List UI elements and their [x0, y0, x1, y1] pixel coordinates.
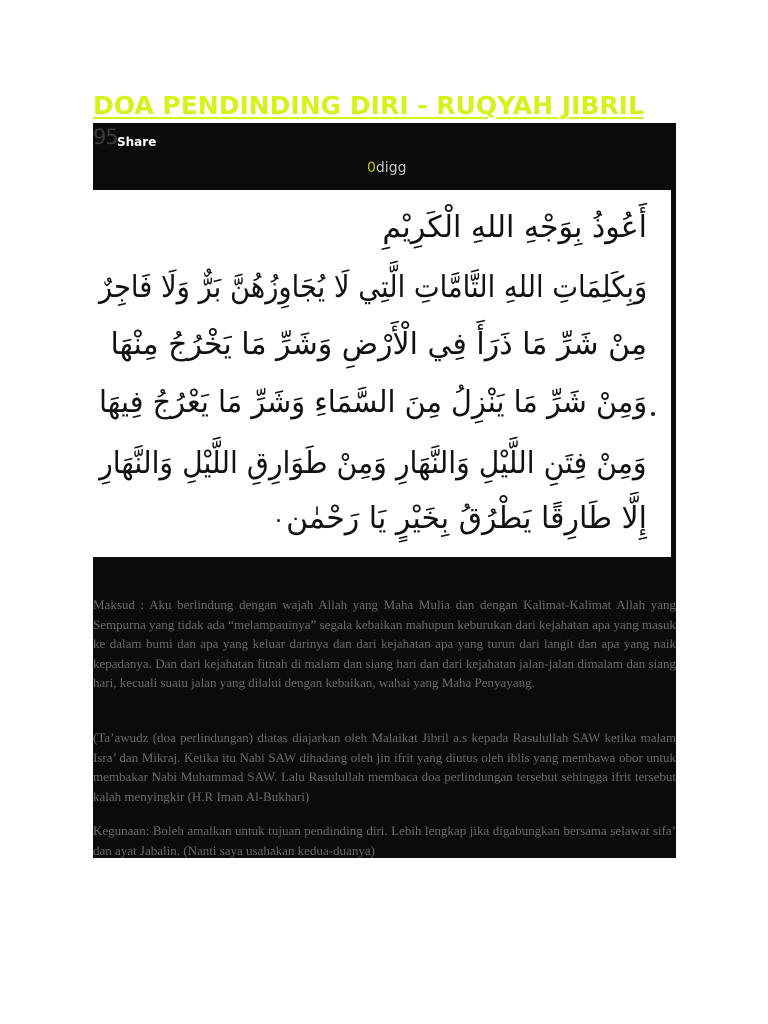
share-count: 95 — [93, 125, 118, 149]
arabic-line-1: أَعُوذُ بِوَجْهِ اللهِ الْكَرِيْمِ — [382, 210, 647, 245]
share-button[interactable]: Share — [117, 135, 157, 149]
page-title: DOA PENDINDING DIRI - RUQYAH JIBRIL — [93, 91, 644, 120]
arabic-line-6: إِلَّا طَارِقًا يَطْرُقُ بِخَيْرٍ يَا رَحْمٰن — [286, 501, 647, 536]
digg-count: 0 — [367, 160, 376, 176]
content-panel — [93, 123, 676, 858]
digg-label: digg — [375, 160, 407, 176]
arabic-line-2: وَبِكَلِمَاتِ اللهِ التَّامَّاتِ الَّتِي لَا يُجَاوِزُهُنَّ بَرٌّ وَلَا فَاجِرٌ — [98, 270, 647, 305]
digg-button[interactable] — [367, 160, 406, 176]
origin-paragraph: (Ta’awudz (doa perlindungan) diatas diajarkan oleh Malaikat Jibril a.s kepada Rasulullah SAW ketika malam Isra’ dan Mikraj. Ketika itu Nabi SAW dihadang oleh jin ifrit yang diutus oleh iblis yang membawa obor untuk membakar Nabi Muhammad SAW. Lalu Rasulullah membaca doa perlindungan tersebut sehingga ifrit tersebut kalah menyingkir (H.R Iman Al-Bukhari) — [93, 730, 676, 804]
meaning-paragraph: Maksud : Aku berlindung dengan wajah Allah yang Maha Mulia dan dengan Kalimat-Kalimat Allah yang Sempurna yang tidak ada “melampauinya” segala kebaikan mahupun keburukan dari kejahatan apa yang masuk ke dalam bumi dan apa yang keluar darinya dan dari kejahatan apa yang turun dari langit dan apa yang naik kepadanya. Dan dari kejahatan fitnah di malam dan siang hari dan dari kejahatan jalan-jalan dimalam dan siang hari, kecuali suatu jalan yang dilalui dengan kebaikan, wahai yang Maha Penyayang. — [93, 597, 676, 690]
arabic-line-3: مِنْ شَرِّ مَا ذَرَأَ فِي الْأَرْضِ وَشَرِّ مَا يَخْرُجُ مِنْهَا — [110, 327, 647, 362]
arabic-prayer-image — [93, 190, 671, 557]
arabic-line-5: وَمِنْ فِتَنِ اللَّيْلِ وَالنَّهَارِ وَمِنْ طَوَارِقِ اللَّيْلِ وَالنَّهَارِ — [99, 446, 647, 481]
ink-dot — [651, 412, 655, 416]
arabic-line-4: وَمِنْ شَرِّ مَا يَنْزِلُ مِنَ السَّمَاءِ وَشَرِّ مَا يَعْرُجُ فِيهَا — [98, 385, 647, 420]
ink-dot — [277, 519, 280, 522]
usage-paragraph: Kegunaan: Boleh amalkan untuk tujuan pendinding diri. Lebih lengkap jika digabungkan bersama selawat sifa’ dan ayat Jabalin. (Nanti saya usahakan kedua-duanya) — [93, 823, 676, 858]
